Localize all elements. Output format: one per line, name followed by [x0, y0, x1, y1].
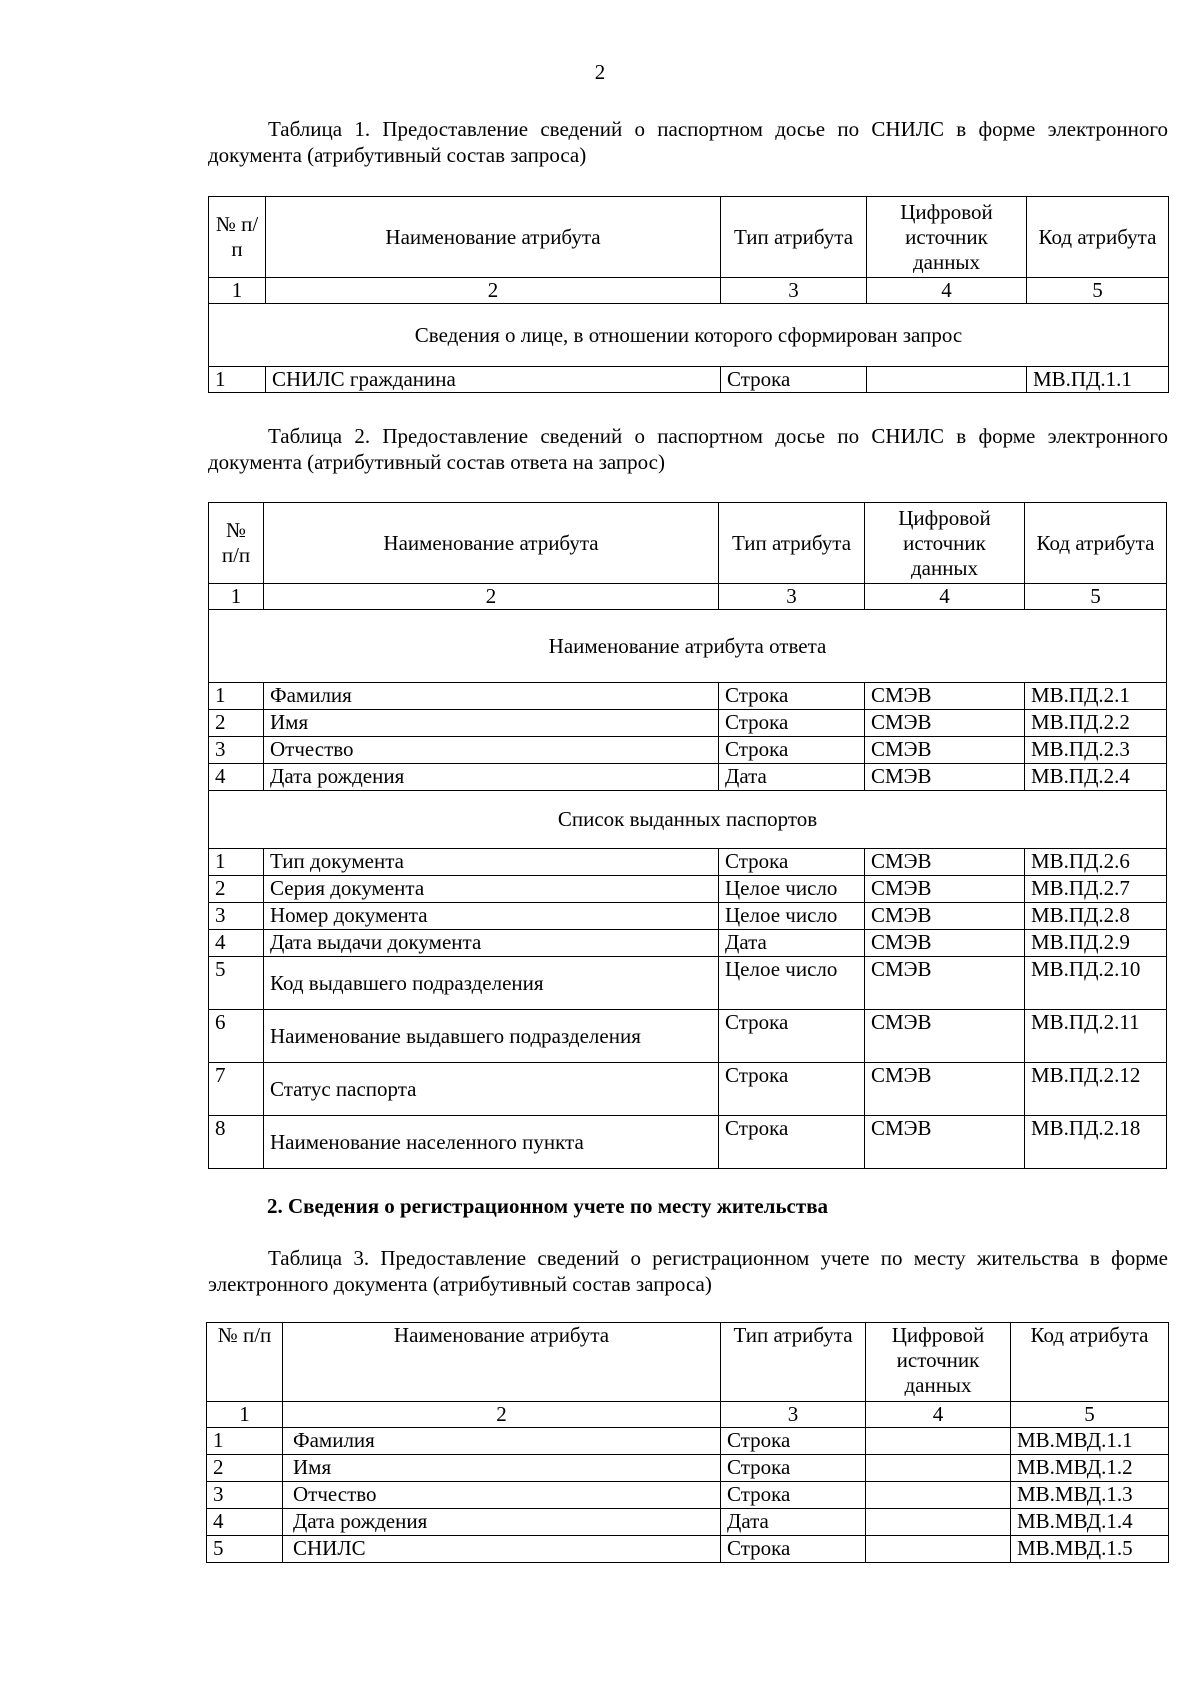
row-number: 2	[209, 710, 264, 737]
table-row	[209, 1010, 1167, 1063]
row-data-source: СМЭВ	[865, 764, 1025, 791]
row-attribute-code: МВ.МВД.1.2	[1011, 1455, 1169, 1482]
header-data-source: Цифровой источник данных	[866, 1323, 1011, 1402]
table-header-row	[209, 503, 1167, 584]
table-row	[207, 1536, 1169, 1563]
row-attribute-name: Фамилия	[283, 1428, 721, 1455]
row-attribute-name: Имя	[264, 710, 719, 737]
row-attribute-name: Дата рождения	[264, 764, 719, 791]
row-attribute-type: Строка	[721, 367, 867, 393]
header-attribute-code: Код атрибута	[1025, 503, 1167, 584]
col-number: 5	[1027, 278, 1169, 304]
header-number: № п/п	[207, 1323, 283, 1402]
row-attribute-name: Имя	[283, 1455, 721, 1482]
row-data-source: СМЭВ	[865, 903, 1025, 930]
table-row	[207, 1455, 1169, 1482]
header-attribute-code: Код атрибута	[1011, 1323, 1169, 1402]
header-number: № п/п	[209, 503, 264, 584]
table-row	[209, 957, 1167, 1010]
row-attribute-name: Код выдавшего подразделения	[264, 957, 719, 1010]
section-row	[209, 610, 1167, 683]
table3	[206, 1322, 1169, 1563]
table2	[208, 502, 1167, 1169]
table-row	[209, 903, 1167, 930]
row-attribute-code: МВ.ПД.2.18	[1025, 1116, 1167, 1169]
table-row	[209, 930, 1167, 957]
header-attribute-type: Тип атрибута	[719, 503, 865, 584]
col-number: 3	[719, 584, 865, 610]
table1	[208, 196, 1169, 393]
header-attribute-name: Наименование атрибута	[266, 197, 721, 278]
row-attribute-name: СНИЛС гражданина	[266, 367, 721, 393]
row-attribute-code: МВ.ПД.2.10	[1025, 957, 1167, 1010]
section-title: Список выданных паспортов	[209, 791, 1167, 849]
table-row	[209, 876, 1167, 903]
row-number: 7	[209, 1063, 264, 1116]
row-attribute-name: Наименование населенного пункта	[264, 1116, 719, 1169]
row-number: 3	[207, 1482, 283, 1509]
row-attribute-code: МВ.МВД.1.5	[1011, 1536, 1169, 1563]
row-data-source: СМЭВ	[865, 876, 1025, 903]
row-number: 1	[209, 367, 266, 393]
row-attribute-type: Строка	[721, 1455, 866, 1482]
row-attribute-type: Строка	[719, 1010, 865, 1063]
table-row	[209, 367, 1169, 393]
header-attribute-name: Наименование атрибута	[264, 503, 719, 584]
col-number: 3	[721, 278, 867, 304]
row-attribute-name: Номер документа	[264, 903, 719, 930]
col-number: 1	[209, 278, 266, 304]
row-attribute-type: Строка	[721, 1482, 866, 1509]
page-number: 2	[594, 60, 606, 84]
header-data-source: Цифровой источник данных	[867, 197, 1027, 278]
row-attribute-type: Целое число	[719, 903, 865, 930]
row-attribute-type: Строка	[719, 737, 865, 764]
col-number: 1	[207, 1402, 283, 1428]
header-data-source: Цифровой источник данных	[865, 503, 1025, 584]
row-number: 2	[207, 1455, 283, 1482]
row-attribute-name: Фамилия	[264, 683, 719, 710]
table2-caption: Таблица 2. Предоставление сведений о паспортном досье по СНИЛС в форме электронного документа (атрибутивный состав ответа на запрос)	[208, 424, 1168, 474]
row-attribute-code: МВ.ПД.2.6	[1025, 849, 1167, 876]
row-number: 4	[209, 764, 264, 791]
row-attribute-type: Строка	[721, 1428, 866, 1455]
row-attribute-type: Строка	[719, 1116, 865, 1169]
col-number: 3	[721, 1402, 866, 1428]
row-attribute-code: МВ.ПД.2.3	[1025, 737, 1167, 764]
table-row	[207, 1482, 1169, 1509]
section-title: Сведения о лице, в отношении которого сформирован запрос	[209, 304, 1169, 367]
row-attribute-type: Строка	[719, 683, 865, 710]
table-row	[207, 1428, 1169, 1455]
row-attribute-type: Строка	[719, 710, 865, 737]
row-attribute-name: Статус паспорта	[264, 1063, 719, 1116]
table-row	[209, 849, 1167, 876]
table-row	[209, 683, 1167, 710]
row-data-source: СМЭВ	[865, 957, 1025, 1010]
row-data-source	[866, 1455, 1011, 1482]
table1-caption: Таблица 1. Предоставление сведений о паспортном досье по СНИЛС в форме электронного документа (атрибутивный состав запроса)	[208, 117, 1168, 167]
table-row	[209, 764, 1167, 791]
row-data-source	[866, 1536, 1011, 1563]
col-number: 2	[264, 584, 719, 610]
row-data-source	[867, 367, 1027, 393]
row-attribute-code: МВ.ПД.2.9	[1025, 930, 1167, 957]
row-attribute-type: Целое число	[719, 876, 865, 903]
table-row	[209, 737, 1167, 764]
row-number: 8	[209, 1116, 264, 1169]
row-number: 2	[209, 876, 264, 903]
row-data-source: СМЭВ	[865, 737, 1025, 764]
col-number: 5	[1025, 584, 1167, 610]
row-attribute-code: МВ.МВД.1.1	[1011, 1428, 1169, 1455]
column-number-row	[209, 278, 1169, 304]
row-number: 3	[209, 903, 264, 930]
row-attribute-name: Дата рождения	[283, 1509, 721, 1536]
header-attribute-type: Тип атрибута	[721, 197, 867, 278]
row-number: 4	[207, 1509, 283, 1536]
row-data-source: СМЭВ	[865, 710, 1025, 737]
row-attribute-code: МВ.ПД.1.1	[1027, 367, 1169, 393]
table-row	[207, 1509, 1169, 1536]
row-attribute-code: МВ.ПД.2.7	[1025, 876, 1167, 903]
row-data-source: СМЭВ	[865, 1063, 1025, 1116]
col-number: 5	[1011, 1402, 1169, 1428]
col-number: 2	[283, 1402, 721, 1428]
row-number: 1	[207, 1428, 283, 1455]
row-data-source: СМЭВ	[865, 683, 1025, 710]
row-attribute-name: Тип документа	[264, 849, 719, 876]
row-attribute-name: СНИЛС	[283, 1536, 721, 1563]
section-title: Наименование атрибута ответа	[209, 610, 1167, 683]
header-attribute-type: Тип атрибута	[721, 1323, 866, 1402]
row-data-source	[866, 1509, 1011, 1536]
row-number: 3	[209, 737, 264, 764]
row-data-source: СМЭВ	[865, 1010, 1025, 1063]
row-attribute-type: Строка	[719, 1063, 865, 1116]
row-attribute-type: Дата	[721, 1509, 866, 1536]
header-number: № п/п	[209, 197, 266, 278]
row-number: 5	[207, 1536, 283, 1563]
row-attribute-type: Целое число	[719, 957, 865, 1010]
row-attribute-code: МВ.ПД.2.1	[1025, 683, 1167, 710]
col-number: 4	[866, 1402, 1011, 1428]
row-attribute-code: МВ.ПД.2.11	[1025, 1010, 1167, 1063]
col-number: 1	[209, 584, 264, 610]
section-row	[209, 791, 1167, 849]
table-row	[209, 1063, 1167, 1116]
row-number: 1	[209, 683, 264, 710]
header-attribute-name: Наименование атрибута	[283, 1323, 721, 1402]
table-header-row	[209, 197, 1169, 278]
row-attribute-code: МВ.МВД.1.4	[1011, 1509, 1169, 1536]
row-attribute-type: Строка	[719, 849, 865, 876]
header-attribute-code: Код атрибута	[1027, 197, 1169, 278]
section-heading: 2. Сведения о регистрационном учете по месту жительства	[267, 1194, 829, 1218]
row-number: 6	[209, 1010, 264, 1063]
row-data-source: СМЭВ	[865, 930, 1025, 957]
table-row	[209, 710, 1167, 737]
row-attribute-type: Дата	[719, 930, 865, 957]
row-attribute-name: Отчество	[264, 737, 719, 764]
row-attribute-name: Дата выдачи документа	[264, 930, 719, 957]
table-header-row	[207, 1323, 1169, 1402]
table3-caption: Таблица 3. Предоставление сведений о регистрационном учете по месту жительства в форме электронного документа (атрибутивный состав запроса)	[208, 1246, 1168, 1296]
row-attribute-name: Отчество	[283, 1482, 721, 1509]
table-row	[209, 1116, 1167, 1169]
row-attribute-code: МВ.ПД.2.8	[1025, 903, 1167, 930]
row-attribute-name: Серия документа	[264, 876, 719, 903]
col-number: 2	[266, 278, 721, 304]
row-data-source	[866, 1482, 1011, 1509]
row-data-source: СМЭВ	[865, 849, 1025, 876]
row-attribute-code: МВ.ПД.2.12	[1025, 1063, 1167, 1116]
row-number: 4	[209, 930, 264, 957]
row-attribute-code: МВ.ПД.2.4	[1025, 764, 1167, 791]
row-attribute-type: Строка	[721, 1536, 866, 1563]
row-attribute-code: МВ.ПД.2.2	[1025, 710, 1167, 737]
section-row	[209, 304, 1169, 367]
row-data-source: СМЭВ	[865, 1116, 1025, 1169]
row-attribute-code: МВ.МВД.1.3	[1011, 1482, 1169, 1509]
row-number: 1	[209, 849, 264, 876]
row-attribute-name: Наименование выдавшего подразделения	[264, 1010, 719, 1063]
column-number-row	[209, 584, 1167, 610]
row-attribute-type: Дата	[719, 764, 865, 791]
column-number-row	[207, 1402, 1169, 1428]
row-data-source	[866, 1428, 1011, 1455]
row-number: 5	[209, 957, 264, 1010]
col-number: 4	[867, 278, 1027, 304]
col-number: 4	[865, 584, 1025, 610]
